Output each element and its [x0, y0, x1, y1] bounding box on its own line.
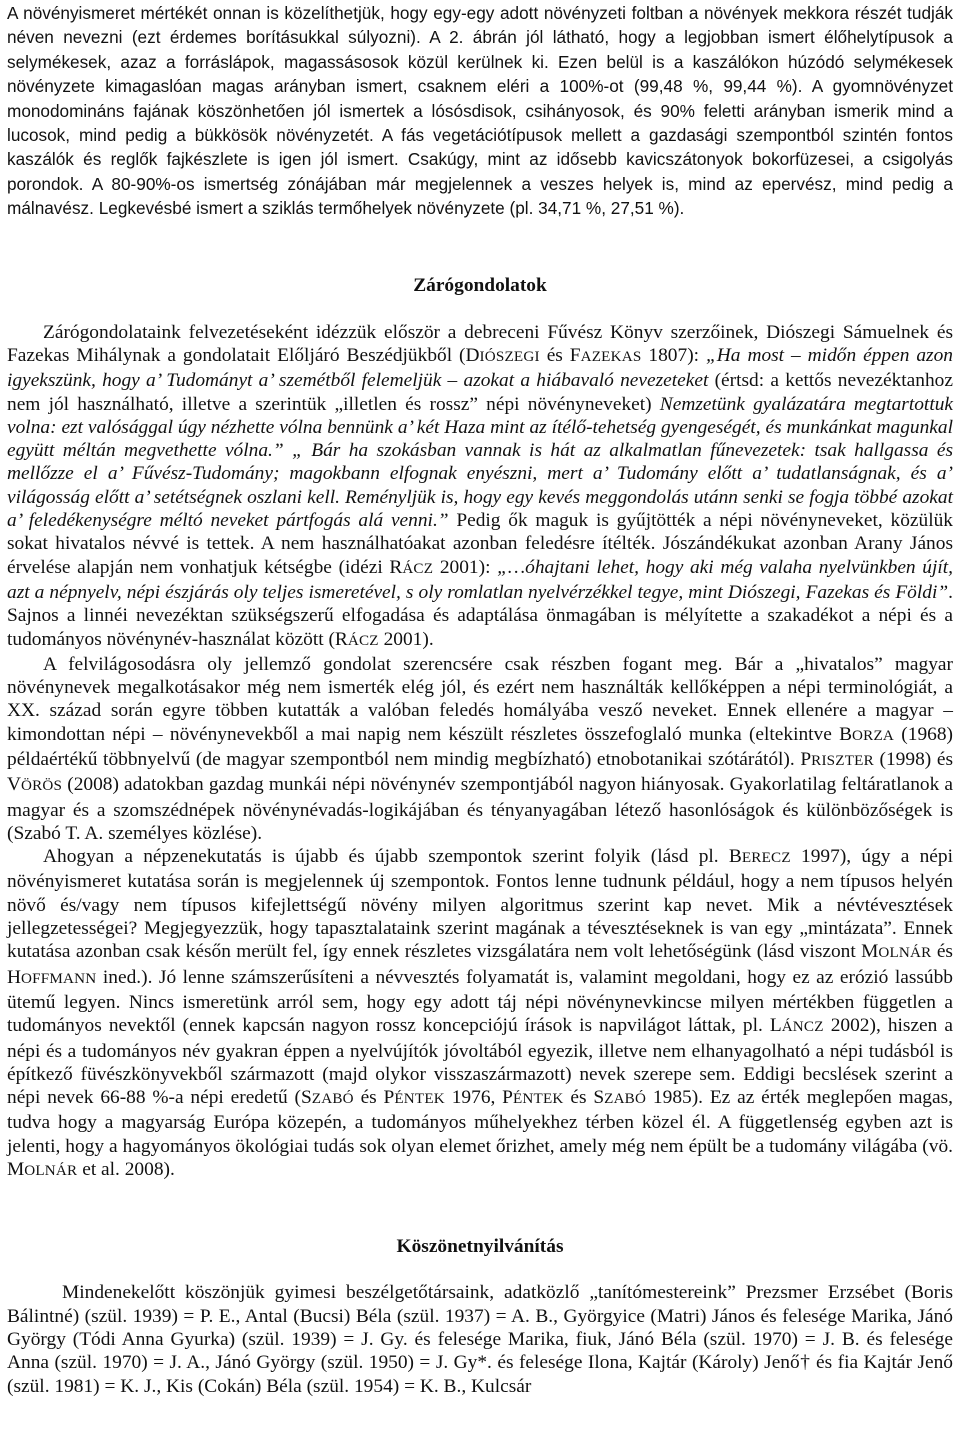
text-run: Pedig ők maguk is gyűjtötték a népi növényneveket, közülük sokat hivatalos névvé is tettek. A nem használhatóakat azonban feledésre ítélték. Jószándékukat azonban Arany János érvelése alapján nem vonhatjuk kétségbe (idézi R: [7, 510, 953, 578]
text-run: A felvilágosodásra oly jellemző gondolat szerencsére csak részben fogant meg. Bár a „hivatalos” magyar növénynevek megalkotásakor még nem ismerték elég jól, és ezért nem használták kellőképpen a népi terminológiát, a XX. század során egyre többen kutatták a valóban feledés homályába vesző neveket. Ennek ellenére a magyar – kimondottan népi – növénynevekből a mai napig nem készült részletes összefoglaló munka (eltekintve B: [7, 653, 953, 745]
text-run: és F: [539, 344, 581, 366]
conclusions-paragraph-2: [7, 653, 953, 845]
author-name: IÓSZEGI: [479, 348, 540, 365]
author-name: ERECZ: [741, 850, 791, 867]
section-heading-acknowledgements: Köszönetnyilvánítás: [396, 1236, 564, 1258]
author-name: ÖRÖS: [21, 778, 63, 795]
author-name: ÉNTEK: [512, 1091, 564, 1108]
text-run: (1998) és V: [7, 749, 953, 796]
section-heading-conclusions: Zárógondolatok: [413, 274, 547, 296]
text-run: és H: [7, 941, 953, 988]
spacer: [7, 1183, 953, 1235]
author-name: ÁCZ: [347, 632, 379, 649]
text-run: (1968) példaértékű többnyelvű (de magyar szempontból nem mindig megbízható) etnobotanikai szótárától). P: [7, 723, 953, 770]
quotation: „Ha most – midőn éppen azon igyekszünk, hogy a’ Tudományt a’ szemétből felemeljük – azokat a hiábavaló nevezeteket: [7, 344, 953, 392]
text-run: és P: [353, 1087, 395, 1109]
author-name: ÁCZ: [402, 560, 434, 577]
text-run: ined.). Jó lenne számszerűsíteni a névvesztés folyamatát is, valamint megoldani, hogy ez az erózió lassúbb ütemű legyen. Nincs ismeretünk arról sem, hogy egy adott táj népi növénynevkincse milyen mértékben független a tudományos nevektől (ennek kapcsán nagyon rossz koncepciójú írások is napvilágot láttak, pl. L: [7, 966, 953, 1037]
text-run: . Sajnos a linnéi nevezéktan szükségszerű elfogadása és adaptálása önmagában is mélyítette a szakadékot a népi és a tudományos növénynév-használat között (R: [7, 581, 953, 650]
author-name: AZEKAS: [580, 348, 642, 365]
author-name: ZABÓ: [604, 1091, 647, 1108]
author-name: OLNÁR: [24, 1163, 78, 1180]
text-run: 2002), hiszen a népi és a tudományos név gyakran éppen a nyelvújítók jóvoltából egyezik, illetve nem elhanyagolható a népi tudásból is építkező füvészkönyvekből származott (majd olykor visszaszármazott) nevek szerepe sem. Eddigi becslések szerint a népi nevek 66-88 %-a népi eredetű (S: [7, 1015, 953, 1109]
text-run: 2001):: [433, 556, 498, 578]
document-page: [7, 0, 953, 1398]
author-name: OFFMANN: [21, 970, 97, 987]
author-name: ÁNCZ: [781, 1019, 824, 1036]
text-run: (2008) adatokban gazdag munkái népi növénynév szempontjából nagyon hiányosak. Gyakorlatilag feltáratlanok a magyar és a szomszédnépek növénynévadás-logikájában és tényanyagában létező hasonlóságok és különbözőségek is (Szabó T. A. személyes közlése).: [7, 774, 953, 844]
spacer: [7, 298, 953, 321]
quotation: „…óhajtani lehet, hogy aki még valaha nyelvünkben újít, azt a népnyelv, népi észjárás oly teljes ismeretével, s oly romlatlan nyelvérzékkel tegye, mint Diószegi, Fazekas és Földi”: [7, 556, 953, 603]
author-name: ÉNTEK: [394, 1091, 445, 1108]
text-run: Zárógondolataink felvezetéseként idézzük először a debreceni Fűvész Könyv szerzőinek, Diószegi Sámuelnek és Fazekas Mihálynak a gondolatait Előljáró Beszédjükből (D: [7, 321, 953, 366]
quotation: Nemzetünk gyalázatára megtartottuk volna: ezt valósággal úgy nézhette vólna bennünk a’ két Haza mint az ítélő-tehetség gyengeségét, és munkánkat magunkal együtt méltán megvethette vólna.” „ Bár ha szokásban vannak is hát az alkalmatlan fűnevezetek: tsak hallgassa és mellőzze el a’ Fűvész-Tudomány; magokbann elfognak enyészni, mert a’ Tudomány előtt a’ tudatlanságnak, és a’ világosság előtt a’ setétségnek oszlani kell. Reményljük is, hogy egy kevés meggondolás utánn senki se fogja többé azokat a’ feledékenységre méltó neveket pártfogás alá venni.”: [7, 393, 954, 532]
conclusions-paragraph-1: [7, 321, 953, 653]
author-name: ZABÓ: [311, 1091, 354, 1108]
text-run: (értsd: a kettős nevezéktanhoz nem jól használható, illetve a szerintük „illetlen és rossz” népi növényneveket): [7, 370, 953, 415]
text-run: et al. 2008).: [77, 1159, 175, 1181]
author-name: ORZA: [852, 727, 895, 744]
spacer: [7, 221, 953, 274]
text-run: 1807):: [641, 344, 706, 366]
text-run: 1976, P: [444, 1087, 513, 1109]
conclusions-paragraph-3: [7, 845, 953, 1183]
text-run: és S: [563, 1087, 605, 1109]
author-name: RISZTER: [811, 753, 874, 769]
acknowledgements-paragraph: Mindenekelőtt köszönjük gyimesi beszélgetőtársaink, adatközlő „tanítómestereink” Prezsmer Erzsébet (Boris Bálintné) (szül. 1939) = P. E., Antal (Bucsi) Béla (szül. 1937) = A. B., Györgyice (Matri) János és felesége Marika, Jánó György (Tódi Anna Gyurka) (szül. 1939) = J. Gy. és felesége Marika, fiuk, Jánó Béla (szül. 1970) = J. B. és felesége Anna (szül. 1970) = J. A., Jánó György (szül. 1950) = J. Gy*. és felesége Ilona, Kajtár (Károly) Jenő† és fia Kajtár Jenő (szül. 1981) = K. J., Kis (Cokán) Béla (szül. 1954) = K. B., Kulcsár: [7, 1282, 953, 1397]
text-run: 1985). Ez az érték meglepően magas, tudva hogy a magyarság Európa közepén, a tudományos műhelyekhez térben közel él. A függetlenség egyben azt is jelenti, hogy a hagyományos ökológiai tudás sok olyan elemet őrizhet, amely még nem épült be a tudomány világába (vö. M: [7, 1087, 954, 1181]
author-name: OLNÁR: [878, 945, 932, 962]
spacer: [7, 1259, 953, 1281]
text-run: 1997), úgy a népi növényismeret kutatása során is megjelennek új szempontok. Fontos lenne tudnunk például, hogy a nem típusos helyén növő és/vagy nem típusos kifejlettségű növény milyen algoritmus szerint kap nevet. Mik a névtévesztések jellegzetességei? Megjegyezzük, hogy tapasztalataink szerint magának a tévesztéseknek is van egy „mintázata”. Ennek kutatása azonban csak későn merült fel, így ennek részletes vizsgálatára nem volt lehetőségünk (lásd viszont M: [7, 846, 953, 963]
intro-paragraph: A növényismeret mértékét onnan is közelíthetjük, hogy egy-egy adott növényzeti foltban a növények mekkora részét tudják néven nevezni (ezt érdemes borításukkal súlyozni). A 2. ábrán jól látható, hogy a legjobban ismert élőhelytípusok a selymékesek, azaz a forráslápok, magassásosok közül kerülnek ki. Ezen belül is a kaszálókon húzódó selymékesek növényzete kimagaslóan magas arányban ismert, csaknem eléri a 100%-ot (99,48 %, 99,44 %). A gyomnövényzet monodomináns fajának köszönhetően jól ismertek a lósósdisok, csihányosok, és 90% feletti arányban ismerik mind a lucosok, mind pedig a bükkösök növényzetét. A fás vegetációtípusok mellett a gazdasági szempontból szintén fontos kaszálók és reglők fajkészlete is igen jól ismert. Csakúgy, mint az idősebb kavicszátonyok bokorfüzesei, a csigolyás porondok. A 80-90%-os ismertség zónájában már megjelennek a veszes helyek is, mind az epervész, mind pedig a málnavész. Legkevésbé ismert a sziklás termőhelyek növényzete (pl. 34,71 %, 27,51 %).: [7, 3, 953, 219]
text-run: Ahogyan a népzenekutatás is újabb és újabb szempontok szerint folyik (lásd pl. B: [43, 846, 742, 868]
text-run: 2001).: [378, 628, 434, 650]
